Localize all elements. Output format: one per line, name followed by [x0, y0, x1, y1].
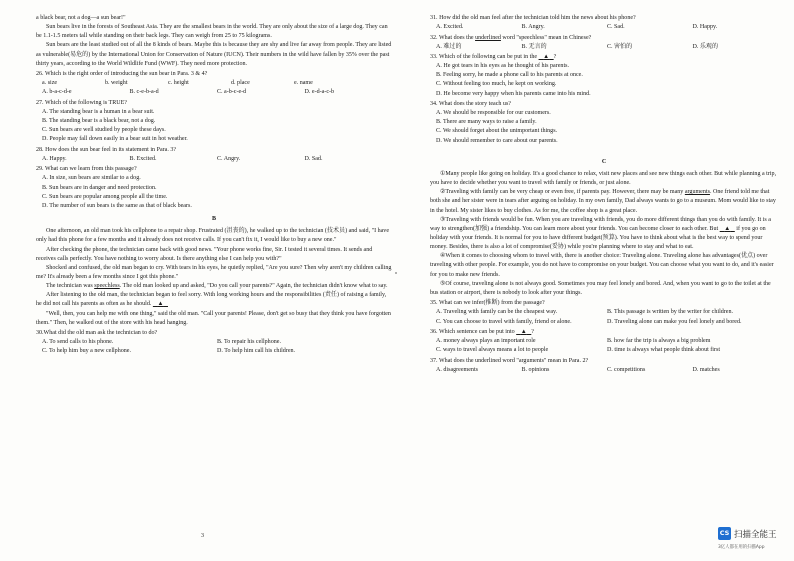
question-30-stem: 30.What did the old man ask the technician to do?	[36, 330, 158, 337]
option-c: C. ways to travel always means a lot to people	[436, 347, 549, 354]
option-c: C. We should forget about the unimportant things.	[436, 128, 558, 135]
question-28-options	[42, 155, 392, 164]
right-column	[430, 14, 778, 375]
question-28-stem: 28. How does the sun bear feel in its statement in Para. 3?	[36, 146, 177, 153]
passage-a-paragraph: Sun bears are the least studied out of all the 8 kinds of bears. Maybe this is because they are shy and live far away from people. They are listed as vulnerable(易危的) by the International Union for Conservation of Nature (IUCN). Their numbers in the wild have fallen by 35% over the past thirty years, according to the World Wildlife Fund (WWF). They need more protection.	[36, 42, 392, 67]
question-31-options	[436, 23, 778, 32]
option-b: B. The standing bear is a black bear, not a dog.	[42, 118, 156, 125]
text-run: 36. Which sentence can be put into	[430, 328, 515, 335]
passage-c-paragraph	[430, 216, 778, 253]
option-b: B. opinions	[521, 366, 550, 373]
question-37-options	[436, 366, 778, 375]
question-35-stem: 35. What can we infer(推断) from the passage?	[430, 300, 545, 307]
question-34-stem: 34. What does the story teach us?	[430, 100, 511, 107]
text-run: 32. What does the	[430, 34, 476, 41]
underlined-word: arguments	[684, 189, 710, 196]
option-c: C. Sad.	[607, 24, 625, 31]
option-a: A. disagreements	[436, 366, 478, 373]
question-33-stem: 33. Which of the following can be put in the ▲ ?	[430, 54, 557, 60]
option-d: D. Traveling alone can make you feel lonely and bored.	[607, 318, 742, 325]
text-run: word "speechless" mean in Chinese?	[500, 34, 592, 41]
option-a: A. In size, sun bears are similar to a dog.	[42, 175, 141, 182]
text-run: . The old man looked up and asked, "Do you call your parents?" Again, the technician didn't know what to say.	[119, 283, 388, 290]
passage-b-paragraph	[36, 291, 392, 309]
option-a: A. He got tears in his eyes as he thought of his parents.	[436, 63, 570, 70]
option-d: D. He become very happy when his parents came into his mind.	[436, 90, 591, 97]
text-run: After listening to the old man, the technician began to feel sorry. With long working hours and the responsibilities (责任) of raising a family, he did not call his parents as often as he should.	[36, 292, 387, 308]
word-item: a. size	[42, 80, 58, 87]
option-a: A. Happy.	[42, 155, 67, 162]
scanner-app-name: 扫描全能王	[734, 530, 777, 540]
option-b: B. 无言的	[521, 43, 547, 50]
text-run: . One friend told me that both she and her sister were in tears after arguing on holiday. In my own family, Dad always wants to go to a museum. Mom would like to stay in the hotel. My sister likes to buy clothes. As for me, the coffee shop is a great place.	[430, 189, 776, 214]
option-d: D. matches	[692, 366, 720, 373]
option-d: D. To help him call his children.	[217, 348, 296, 355]
question-26-options	[42, 88, 392, 97]
option-a: A. Traveling with family can be the cheapest way.	[436, 309, 558, 316]
passage-c-paragraph: ④When it comes to choosing whom to travel with, there is another choice: Traveling alone. Traveling alone has advantages(优点) over traveling with other people. For example, you do not have to compromise on your budget. You can choose what you want to do, and it's easier for you to make new friends.	[430, 253, 774, 278]
underlined-word: speechless	[94, 283, 120, 290]
blank-marker-symbol: ▲	[543, 54, 550, 60]
question-31-stem: 31. How did the old man feel after the technician told him the news about his phone?	[430, 15, 636, 21]
option-d: D. Sad.	[304, 155, 323, 162]
scanner-logo-icon: CS	[718, 527, 731, 540]
passage-b-paragraph: After checking the phone, the technician came back with good news. "Your phone works fine, Sir. I tested it several times. It sends and receives calls perfectly. You have nothing to worry about. Is there anything else I can help you with?"	[36, 246, 373, 262]
blank-marker	[539, 54, 554, 60]
option-a: A. To send calls to his phone.	[42, 339, 114, 346]
passage-b-paragraph: Shocked and confused, the old man began to cry. With tears in his eyes, he quietly replied, "Are you sure? Then why aren't my children calling me? It's already been a few months since I got this phone."	[36, 264, 392, 280]
question-32-options	[436, 43, 778, 52]
text-run: The technician was	[46, 283, 95, 290]
blank-marker	[720, 226, 735, 232]
option-b: B. Excited.	[129, 155, 157, 162]
passage-c-paragraph: ⑤Of course, traveling alone is not always good. Sometimes you may feel lonely and bored. And, when you want to go to the toilet at the bus station or airport, there is nobody to look after your things.	[430, 280, 771, 296]
word-item: e. name	[294, 80, 313, 87]
option-c: C. 害怕的	[607, 43, 633, 50]
question-32-stem	[430, 34, 778, 43]
option-d: D. People may fall down easily in a bear suit in hot weather.	[42, 136, 188, 143]
passage-b-paragraph: One afternoon, an old man took his cellphone to a repair shop. Frustrated (沮丧的), he walked up to the technician (技术员) and said, "I have only had this phone for a few months and it already does not receive calls. If you can't fix it, I would like to buy a new one."	[36, 228, 390, 244]
option-b: B. Angry.	[521, 24, 545, 31]
option-c: C. competitions	[607, 366, 646, 373]
passage-a-paragraph: Sun bears live in the forests of Southeast Asia. They are the smallest bears in the world. They are only about the size of a large dog. They can be 1.1-1.5 meters tall while standing on their back legs. They can weigh from 25 to 75 kilograms.	[36, 24, 388, 40]
option-d: D. 乐观的	[692, 43, 719, 50]
blank-marker-symbol: ▲	[520, 328, 527, 335]
question-37-stem: 37. What does the underlined word "arguments" mean in Para. 2?	[430, 357, 589, 364]
question-36-options	[436, 337, 778, 346]
word-item: b. weight	[105, 80, 128, 87]
question-27-stem: 27. Which of the following is TRUE?	[36, 99, 127, 106]
question-26-stem: 26. Which is the right order of introducing the sun bear in Para. 3 & 4?	[36, 71, 208, 78]
center-dot	[395, 272, 397, 274]
passage-b-paragraph	[36, 282, 392, 291]
option-c: C. Sun bears are well studied by people these days.	[42, 127, 166, 134]
underlined-word: underlined	[475, 34, 501, 41]
blank-marker	[516, 329, 531, 335]
passage-a-line: a black bear, not a dog—a sun bear!"	[36, 15, 126, 21]
question-26-words	[42, 79, 392, 88]
blank-marker-symbol: ▲	[724, 225, 731, 232]
blank-marker	[153, 301, 168, 307]
option-d: D. Happy.	[692, 24, 718, 31]
option-a: A. The standing bear is a human in a bear suit.	[42, 108, 155, 115]
option-b: B. c-e-b-a-d	[129, 89, 159, 96]
question-30-options	[42, 338, 392, 347]
option-d: D. e-d-a-c-b	[304, 89, 335, 96]
question-36-stem: 36. Which sentence can be put into ▲ ?	[430, 328, 534, 335]
scanner-watermark	[718, 527, 788, 557]
question-35-options	[436, 318, 778, 327]
option-a: A. Excited.	[436, 24, 464, 31]
section-c-heading: C	[601, 158, 607, 165]
passage-c-paragraph: ①Many people like going on holiday. It's a good chance to relax, visit new places and see new things each other. But while planning a trip, you have to decide whether you want to travel with family or friends, or just alone.	[430, 170, 777, 187]
text-run: if you go on holiday with your friends. It is normal for you to have different budget(预算). You have to think about what is the best way to spend your money. Besides, there is also a lot of compromise(妥协) while you're planning where to stay and what to eat.	[430, 225, 766, 251]
question-29-stem: 29. What can we learn from this passage?	[36, 166, 137, 173]
question-30-options	[42, 347, 392, 356]
option-c: C. a-b-c-e-d	[217, 89, 247, 96]
option-c: C. Angry.	[217, 155, 241, 162]
option-b: B. Feeling sorry, he made a phone call to his parents at once.	[436, 72, 583, 79]
passage-c-paragraph	[430, 188, 778, 215]
option-b: B. This passage is written by the writer for children.	[607, 309, 734, 316]
option-a: A. 难过的	[436, 43, 462, 50]
question-35-options	[436, 308, 778, 317]
option-c: C. Without feeling too much, he kept on working.	[436, 81, 557, 88]
option-a: A. money always plays an important role	[436, 338, 536, 345]
left-column	[36, 14, 392, 357]
option-c: C. To help him buy a new cellphone.	[42, 348, 131, 355]
text-run: ③Traveling with friends would be fun. When you are traveling with friends, you do more different things than you do with family. It is a way to strengthen(加强) a friendship. You can learn more about your friends. You can become closer to each other. But	[430, 216, 771, 232]
passage-b-paragraph: "Well, then, you can help me with one thing," said the old man. "Call your parents! Please, don't get so busy that they think you have forgotten them." Then, he walked out of the store with his head hanging.	[36, 310, 391, 326]
question-36-options	[436, 346, 778, 355]
option-a: A. We should be responsible for our customers.	[436, 110, 551, 117]
text-run: 33. Which of the following can be put in the	[430, 54, 538, 60]
option-b: B. Sun bears are in danger and need protection.	[42, 184, 157, 191]
option-b: B. There are many ways to raise a family.	[436, 119, 537, 126]
section-b-heading: B	[211, 216, 217, 223]
option-b: B. To repair his cellphone.	[217, 339, 281, 346]
word-item: d. place	[231, 80, 250, 87]
option-c: C. You can choose to travel with family, friend or alone.	[436, 318, 572, 325]
blank-marker-symbol: ▲	[157, 301, 164, 308]
option-a: A. b-a-c-d-e	[42, 89, 72, 96]
option-d: D. The number of sun bears is the same as that of black bears.	[42, 202, 192, 209]
option-d: D. time is always what people think about first	[607, 347, 721, 354]
text-run: ②Traveling with family can be very cheap or even free, if parents pay. However, there may be many	[440, 189, 685, 196]
word-item: c. height	[168, 80, 189, 87]
option-d: D. We should remember to care about our parents.	[436, 137, 558, 144]
option-c: C. Sun bears are popular among people all the time.	[42, 193, 168, 200]
option-b: B. how far the trip is always a big problem	[607, 338, 711, 345]
page-number: 3	[201, 533, 204, 539]
scanner-tagline: 3亿人都在用的扫描App	[718, 545, 765, 550]
